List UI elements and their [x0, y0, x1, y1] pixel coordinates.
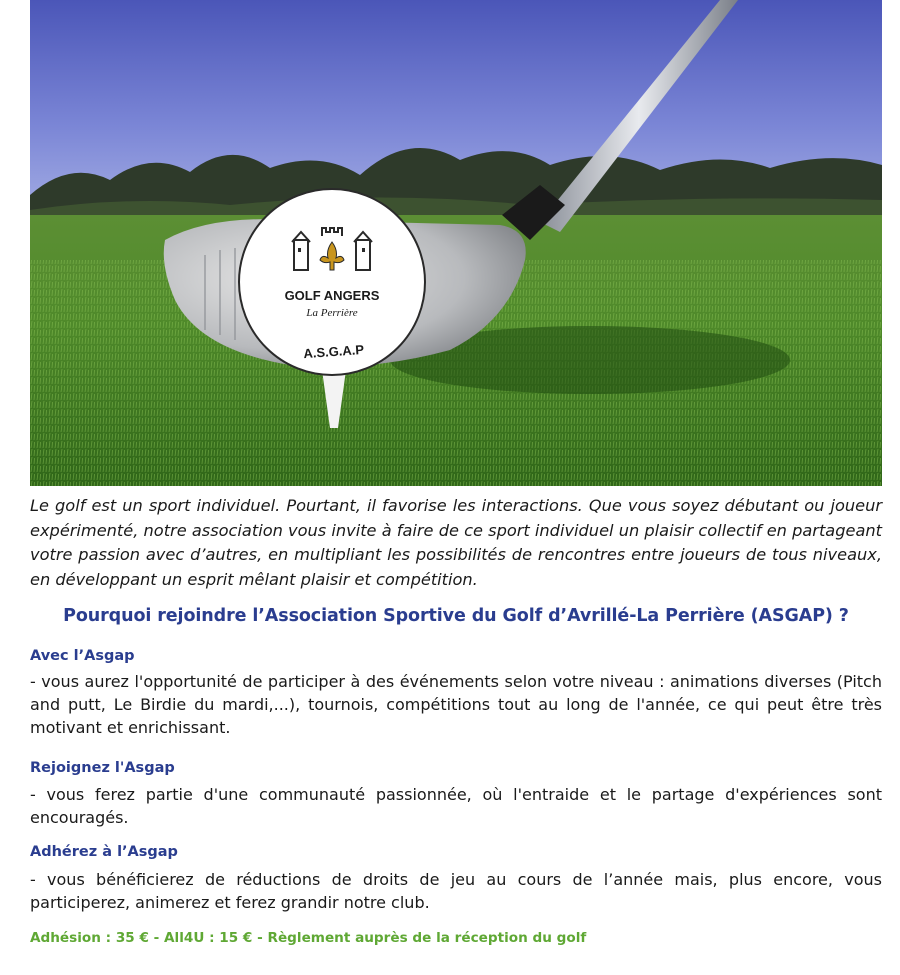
golf-club-photo	[30, 0, 882, 486]
intro-paragraph: Le golf est un sport individuel. Pourtant, il favorise les interactions. Que vous soyez débutant ou joueur expérimenté, notre association vous invite à faire de ce sport individuel un plaisir collectif en partageant votre passion avec d’autres, en multipliant les possibilités de rencontres entre joueurs de tous niveaux, en développant un esprit mêlant plaisir et compétition.	[30, 496, 882, 589]
main-question-heading: Pourquoi rejoindre l’Association Sportive du Golf d’Avrillé-La Perrière (ASGAP) ?	[63, 606, 849, 626]
hero-photo	[30, 0, 882, 486]
section-body-avec: - vous aurez l'opportunité de participer à des événements selon votre niveau : animations diverses (Pitch and putt, Le Birdie du mardi,...), tournois, compétitions tout au long de l'année, ce qui peut être très motivant et enrichissant.	[30, 672, 882, 737]
logo-club-name: GOLF ANGERS	[284, 288, 380, 303]
section-heading-rejoignez: Rejoignez l'Asgap	[30, 760, 175, 776]
section-heading-avec: Avec l’Asgap	[30, 648, 135, 664]
pricing-line: Adhésion : 35 € - All4U : 15 € - Règlement auprès de la réception du golf	[30, 930, 587, 946]
logo-acronym: A.S.G.A.P	[302, 341, 365, 362]
section-heading-adherez: Adhérez à l’Asgap	[30, 844, 178, 860]
section-body-adherez: - vous bénéficierez de réductions de droits de jeu au cours de l’année mais, plus encore, vous participerez, animerez et ferez grandir notre club.	[30, 870, 882, 912]
section-body-rejoignez: - vous ferez partie d'une communauté passionnée, où l'entraide et le partage d'expériences sont encouragés.	[30, 785, 882, 827]
logo-subtitle: La Perrière	[306, 307, 358, 319]
